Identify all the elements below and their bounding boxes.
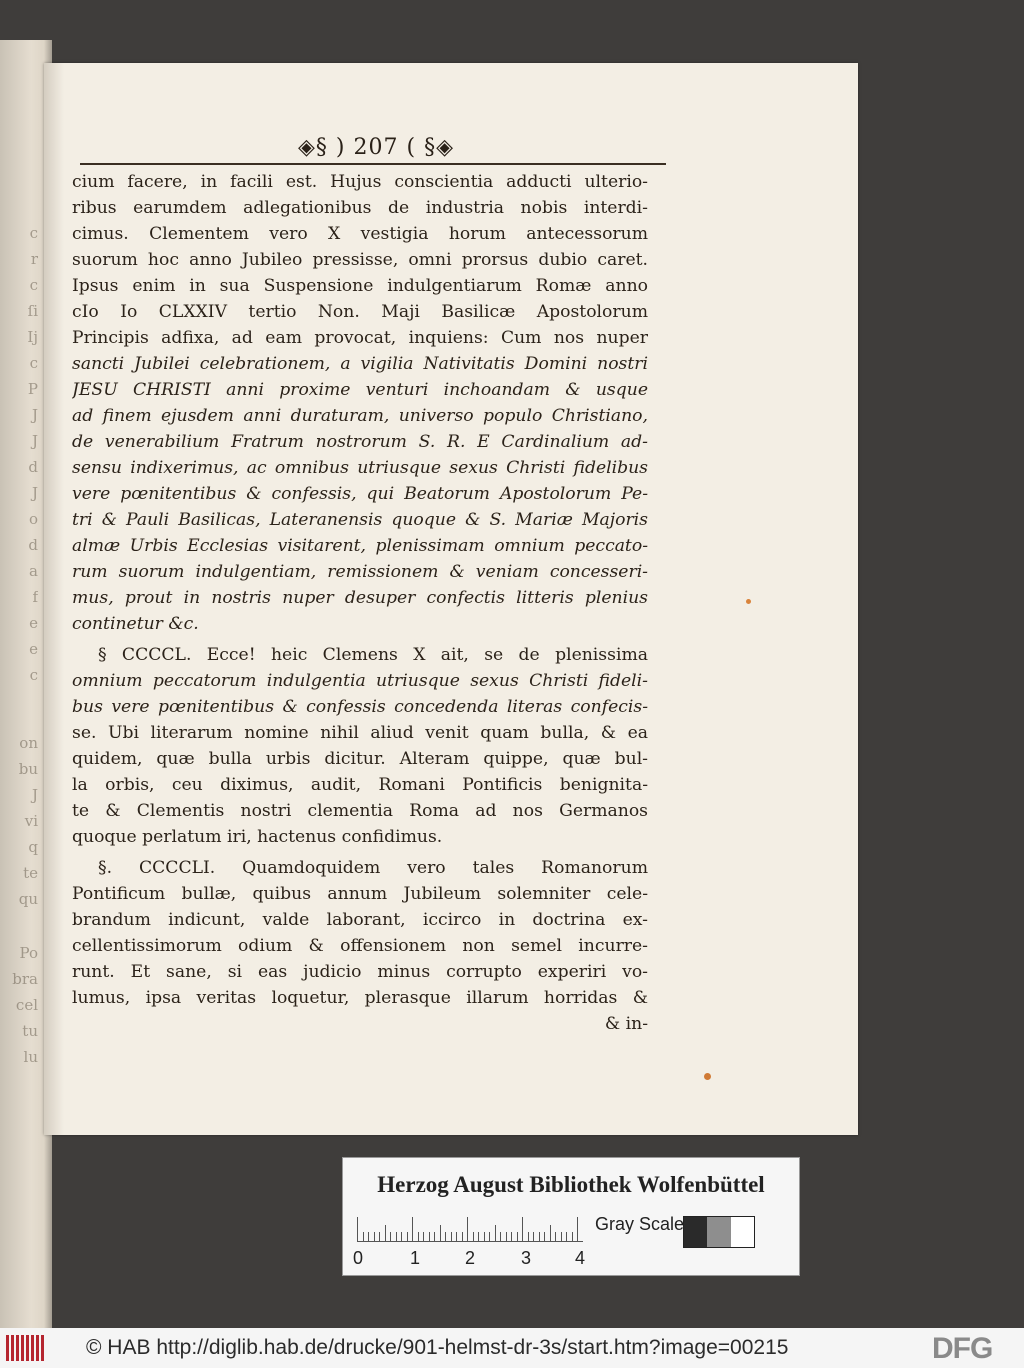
swatch-dark bbox=[684, 1217, 707, 1247]
text-line: cIo Io CLXXIV tertio Non. Maji Basilicæ Apostolorum bbox=[72, 302, 648, 322]
text-line: la orbis, ceu diximus, audit, Romani Pontificis benignita- bbox=[72, 775, 648, 795]
text-line: sancti Jubilei celebrationem, a vigilia Nativitatis Domini nostri bbox=[72, 354, 648, 374]
text-line: rum suorum indulgentiam, remissionem & veniam concesseri- bbox=[72, 562, 648, 582]
ruler-tick bbox=[379, 1232, 380, 1241]
text-line: de venerabilium Fratrum nostrorum S. R. E Cardinalium ad- bbox=[72, 432, 648, 452]
ruler-tick bbox=[440, 1225, 441, 1241]
left-fragment: c bbox=[29, 666, 38, 684]
ruler-tick bbox=[533, 1232, 534, 1241]
library-name: Herzog August Bibliothek Wolfenbüttel bbox=[377, 1172, 765, 1197]
ruler-tick bbox=[385, 1225, 386, 1241]
text-line: ribus earumdem adlegationibus de industria nobis interdi- bbox=[72, 198, 648, 218]
ruler-tick bbox=[511, 1232, 512, 1241]
ruler-tick bbox=[517, 1232, 518, 1241]
text-line: almæ Urbis Ecclesias visitarent, plenissimam omnium peccato- bbox=[72, 536, 648, 556]
left-fragment: bra bbox=[12, 970, 38, 988]
ruler-tick bbox=[407, 1232, 408, 1241]
library-color-card bbox=[342, 1157, 800, 1276]
left-fragment: q bbox=[28, 838, 38, 856]
header-rule bbox=[80, 163, 666, 165]
text-line: §. CCCCLI. Quamdoquidem vero tales Romanorum bbox=[98, 858, 648, 878]
ruler-tick bbox=[550, 1225, 551, 1241]
ruler-tick bbox=[522, 1217, 523, 1241]
left-fragment: o bbox=[28, 510, 38, 528]
ruler-tick bbox=[478, 1232, 479, 1241]
left-fragment: f bbox=[32, 588, 38, 606]
text-line: sensu indixerimus, ac omnibus utriusque sexus Christi fidelibus bbox=[72, 458, 648, 478]
ruler-tick bbox=[423, 1232, 424, 1241]
ruler-tick bbox=[506, 1232, 507, 1241]
text-line: cium facere, in facili est. Hujus conscientia adducti ulterio- bbox=[72, 172, 648, 192]
left-margin-fragments-2 bbox=[2, 730, 38, 912]
ruler-tick bbox=[390, 1232, 391, 1241]
ruler-tick bbox=[434, 1232, 435, 1241]
scale-number: 4 bbox=[575, 1248, 586, 1268]
ruler-tick bbox=[489, 1232, 490, 1241]
text-line: Ipsus enim in sua Suspensione indulgentiarum Romæ anno bbox=[72, 276, 648, 296]
ruler-tick bbox=[577, 1217, 578, 1241]
text-line: cellentissimorum odium & offensionem non semel incurre- bbox=[72, 936, 648, 956]
text-line: lumus, ipsa veritas loquetur, plerasque illarum horridas & bbox=[72, 988, 648, 1008]
scanned-page bbox=[44, 63, 858, 1135]
ruler-tick bbox=[555, 1232, 556, 1241]
text-line: Pontificum bullæ, quibus annum Jubileum solemniter cele- bbox=[72, 884, 648, 904]
ruler-tick bbox=[572, 1232, 573, 1241]
ruler-tick bbox=[363, 1232, 364, 1241]
ruler-tick bbox=[544, 1232, 545, 1241]
text-line: suorum hoc anno Jubileo pressisse, omni prorsus dubio caret. bbox=[72, 250, 648, 270]
footer-bar bbox=[0, 1328, 1024, 1368]
ruler-tick bbox=[528, 1232, 529, 1241]
text-line: cimus. Clementem vero X vestigia horum antecessorum bbox=[72, 224, 648, 244]
left-fragment: c bbox=[29, 224, 38, 242]
ruler-tick bbox=[401, 1232, 402, 1241]
ruler-tick bbox=[495, 1225, 496, 1241]
text-line: brandum indicunt, valde laborant, iccirco in doctrina ex- bbox=[72, 910, 648, 930]
left-fragment: r bbox=[30, 250, 38, 268]
left-fragment: c bbox=[29, 276, 38, 294]
ruler-tick bbox=[561, 1232, 562, 1241]
scale-numbers bbox=[349, 1248, 599, 1270]
ruler-tick bbox=[368, 1232, 369, 1241]
page-text-block bbox=[72, 169, 648, 1037]
text-line: continetur &c. bbox=[72, 614, 199, 634]
left-margin-fragments bbox=[2, 220, 38, 688]
text-line: quidem, quæ bulla urbis dicitur. Alteram quippe, quæ bul- bbox=[72, 749, 648, 769]
page-header: ◈§ ) 207 ( §◈ bbox=[298, 135, 454, 160]
text-line: Principis adfixa, ad eam provocat, inquiens: Cum nos nuper bbox=[72, 328, 648, 348]
left-fragment: qu bbox=[18, 890, 38, 908]
text-line: mus, prout in nostris nuper desuper confectis litteris plenius bbox=[72, 588, 648, 608]
ruler-tick bbox=[539, 1232, 540, 1241]
scale-number: 3 bbox=[521, 1248, 532, 1268]
text-line: omnium peccatorum indulgentia utriusque sexus Christi fideli- bbox=[72, 671, 648, 691]
left-fragment: J bbox=[31, 406, 38, 424]
ruler-tick bbox=[357, 1217, 358, 1241]
left-fragment: tu bbox=[22, 1022, 38, 1040]
ruler-tick bbox=[396, 1232, 397, 1241]
left-fragment: J bbox=[31, 432, 38, 450]
scale-number: 1 bbox=[410, 1248, 421, 1268]
ruler-tick bbox=[566, 1232, 567, 1241]
left-fragment: J bbox=[31, 786, 38, 804]
text-line: quoque perlatum iri, hactenus confidimus. bbox=[72, 827, 443, 847]
ruler-tick bbox=[462, 1232, 463, 1241]
page-gutter bbox=[44, 63, 64, 1135]
left-fragment: vi bbox=[24, 812, 38, 830]
hab-logo-icon bbox=[6, 1335, 50, 1361]
paper-stain bbox=[746, 599, 751, 604]
text-line: JESU CHRISTI anni proxime venturi inchoandam & usque bbox=[72, 380, 648, 400]
swatch-light bbox=[731, 1217, 754, 1247]
dfg-logo: DFG bbox=[932, 1332, 993, 1365]
ruler-tick bbox=[456, 1232, 457, 1241]
left-fragment: lu bbox=[23, 1048, 38, 1066]
ruler-tick bbox=[418, 1232, 419, 1241]
text-line: § CCCCL. Ecce! heic Clemens X ait, se de plenissima bbox=[98, 645, 648, 665]
ruler-tick bbox=[374, 1232, 375, 1241]
scale-number: 0 bbox=[353, 1248, 364, 1268]
text-line: tri & Pauli Basilicas, Lateranensis quoque & S. Mariæ Majoris bbox=[72, 510, 648, 530]
left-fragment: P bbox=[27, 380, 38, 398]
paper-stain bbox=[704, 1073, 711, 1080]
ruler-tick bbox=[467, 1217, 468, 1241]
left-fragment: e bbox=[29, 640, 38, 658]
ruler-tick bbox=[445, 1232, 446, 1241]
left-fragment: e bbox=[29, 614, 38, 632]
left-fragment: c bbox=[29, 354, 38, 372]
copyright-url[interactable]: © HAB http://diglib.hab.de/drucke/901-helmst-dr-3s/start.htm?image=00215 bbox=[86, 1336, 789, 1359]
text-line: vere pœnitentibus & confessis, qui Beatorum Apostolorum Pe- bbox=[72, 484, 648, 504]
left-fragment: Ij bbox=[27, 328, 38, 346]
ruler-tick bbox=[412, 1217, 413, 1241]
ruler-tick bbox=[484, 1232, 485, 1241]
text-line: ad finem ejusdem anni duraturam, universo populo Christiano, bbox=[72, 406, 648, 426]
text-line: te & Clementis nostri clementia Roma ad nos Germanos bbox=[72, 801, 648, 821]
left-fragment: cel bbox=[15, 996, 38, 1014]
catchword: & in- bbox=[604, 1014, 648, 1034]
text-line: se. Ubi literarum nomine nihil aliud venit quam bulla, & ea bbox=[72, 723, 648, 743]
left-fragment: d bbox=[28, 536, 38, 554]
text-line: runt. Et sane, si eas judicio minus corrupto experiri vo- bbox=[72, 962, 648, 982]
left-fragment: a bbox=[29, 562, 38, 580]
ruler-tick bbox=[500, 1232, 501, 1241]
scale-number: 2 bbox=[465, 1248, 476, 1268]
ruler-tick bbox=[429, 1232, 430, 1241]
swatch-mid bbox=[707, 1217, 730, 1247]
gray-scale-swatches bbox=[683, 1216, 755, 1248]
left-fragment: te bbox=[23, 864, 38, 882]
left-fragment: J bbox=[31, 484, 38, 502]
scale-ruler bbox=[357, 1215, 583, 1242]
left-margin-fragments-3 bbox=[2, 940, 38, 1070]
left-fragment: ſi bbox=[27, 302, 38, 320]
left-fragment: on bbox=[19, 734, 38, 752]
left-fragment: d bbox=[28, 458, 38, 476]
ruler-tick bbox=[473, 1232, 474, 1241]
left-fragment: Po bbox=[19, 944, 38, 962]
text-line: bus vere pœnitentibus & confessis concedenda literas confecis- bbox=[72, 697, 648, 717]
ruler-tick bbox=[451, 1232, 452, 1241]
left-fragment: bu bbox=[18, 760, 38, 778]
gray-scale-label: Gray Scale bbox=[595, 1214, 685, 1234]
